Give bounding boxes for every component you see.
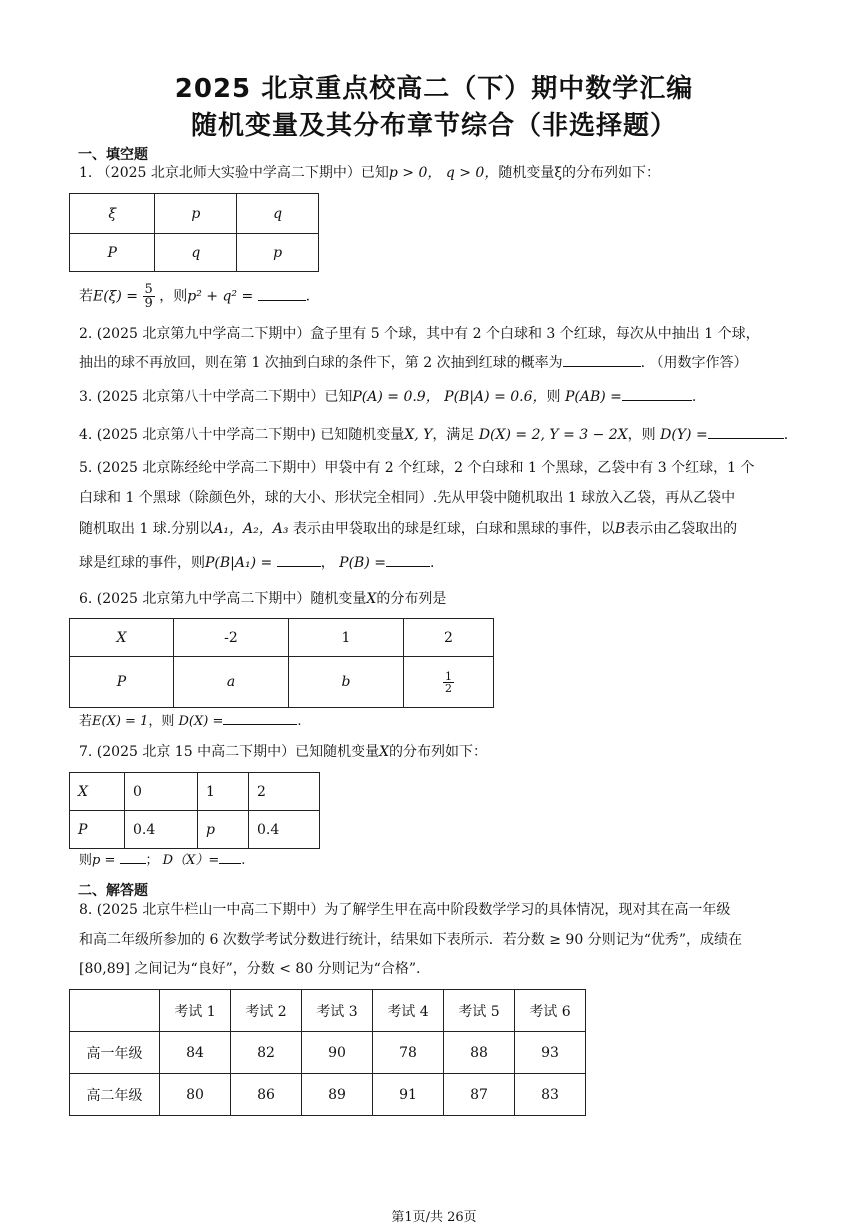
table-cell: a (174, 657, 289, 708)
table-cell: 1 (198, 773, 249, 811)
table-cell: 高一年级 (70, 1032, 160, 1074)
answer-blank[interactable] (563, 352, 641, 367)
table-header: 考试 2 (231, 990, 302, 1032)
section-heading-answer: 二、解答题 (78, 883, 148, 899)
table-cell: b (289, 657, 404, 708)
table-cell: 0 (125, 773, 198, 811)
table-cell: q (155, 234, 237, 272)
question-7-text: 7. (2025 北京 15 中高二下期中）已知随机变量X的分布列如下： (79, 744, 488, 760)
table-cell: 89 (302, 1074, 373, 1116)
question-5-line3: 随机取出 1 球.分别以A₁，A₂，A₃ 表示由甲袋取出的球是红球，白球和黑球的事件，以B表示由乙袋取出的 (79, 521, 738, 537)
table-cell: 80 (160, 1074, 231, 1116)
table-cell: 84 (160, 1032, 231, 1074)
table-cell: 87 (444, 1074, 515, 1116)
table-cell: p (237, 234, 319, 272)
table-cell: 78 (373, 1032, 444, 1074)
question-5-line2: 白球和 1 个黑球（除颜色外，球的大小、形状完全相同）.先从甲袋中随机取出 1 球放入乙袋，再从乙袋中 (79, 490, 736, 506)
question-6-condition: 若E(X) = 1，则 D(X) = . (79, 710, 808, 733)
table-cell: 1 (289, 619, 404, 657)
table-header: 考试 4 (373, 990, 444, 1032)
table-cell: 0.4 (249, 811, 320, 849)
question-1-condition: 若E(ξ) = $\frac{5}{9}$ ，则p² + q² = . (79, 282, 311, 311)
table-cell (404, 657, 494, 708)
q8-score-table (69, 989, 586, 1116)
table-cell: ξ (70, 194, 155, 234)
table-header: 考试 6 (515, 990, 586, 1032)
answer-blank[interactable] (386, 552, 430, 567)
table-header: 考试 1 (160, 990, 231, 1032)
table-cell: 93 (515, 1032, 586, 1074)
q1-distribution-table (69, 193, 319, 272)
table-header (70, 990, 160, 1032)
table-cell: P (70, 811, 125, 849)
question-8-line1: 8. (2025 北京牛栏山一中高二下期中）为了解学生甲在高中阶段数学学习的具体情况，现对其在高一年级 (79, 902, 731, 918)
fraction: $\frac{5}{9}$ (144, 282, 153, 311)
answer-blank[interactable] (120, 849, 146, 864)
table-header: 考试 3 (302, 990, 373, 1032)
table-cell: X (70, 773, 125, 811)
question-8-line2: 和高二年级所参加的 6 次数学考试分数进行统计，结果如下表所示．若分数 ≥ 90 分则记为“优秀”，成绩在 (79, 932, 743, 948)
answer-blank[interactable] (258, 286, 306, 301)
answer-blank[interactable] (219, 849, 241, 864)
table-cell: 86 (231, 1074, 302, 1116)
table-cell: 2 (404, 619, 494, 657)
table-cell: 82 (231, 1032, 302, 1074)
answer-blank[interactable] (277, 552, 321, 567)
table-cell: 0.4 (125, 811, 198, 849)
table-cell: 83 (515, 1074, 586, 1116)
section-heading-fill-blank: 一、填空题 (78, 147, 148, 163)
page-title-line2: 随机变量及其分布章节综合（非选择题） (190, 111, 677, 141)
q7-distribution-table (69, 772, 320, 849)
fraction-one-half: $\frac{1}{2}$ (445, 669, 452, 695)
table-cell: 90 (302, 1032, 373, 1074)
table-header: 考试 5 (444, 990, 515, 1032)
question-2-line1: 2. (2025 北京第九中学高二下期中）盒子里有 5 个球，其中有 2 个白球和 3 个红球，每次从中抽出 1 个球， (79, 326, 760, 342)
question-3-text: 3. (2025 北京第八十中学高二下期中）已知P(A) = 0.9， P(B|A) = 0.6，则 P(AB) = . (79, 386, 808, 408)
question-7-answer: 则p = ； D（X）= . (79, 849, 808, 872)
answer-blank[interactable] (223, 710, 297, 725)
table-row (70, 1074, 586, 1116)
page-title-line1: 2025 北京重点校高二（下）期中数学汇编 (174, 74, 694, 104)
table-cell: X (70, 619, 174, 657)
table-cell: q (237, 194, 319, 234)
table-cell: P (70, 234, 155, 272)
question-2-line2: 抽出的球不再放回，则在第 1 次抽到白球的条件下，第 2 次抽到红球的概率为 . （用数字作答） (79, 352, 808, 374)
table-cell: P (70, 657, 174, 708)
answer-blank[interactable] (708, 424, 784, 439)
question-6-text: 6. (2025 北京第九中学高二下期中）随机变量X的分布列是 (79, 591, 447, 607)
question-5-line1: 5. (2025 北京陈经纶中学高二下期中）甲袋中有 2 个红球，2 个白球和 1 个黑球，乙袋中有 3 个红球，1 个 (79, 460, 755, 476)
table-cell: 91 (373, 1074, 444, 1116)
question-4-text: 4. (2025 北京第八十中学高二下期中) 已知随机变量X, Y，满足 D(X) = 2, Y = 3 − 2X，则 D(Y) = . (79, 424, 808, 446)
table-row (70, 1032, 586, 1074)
table-cell: p (155, 194, 237, 234)
question-1-text: 1. （2025 北京北师大实验中学高二下期中）已知p > 0， q > 0，随机变量ξ的分布列如下： (79, 165, 661, 181)
table-cell: 2 (249, 773, 320, 811)
table-cell: p (198, 811, 249, 849)
table-cell: 88 (444, 1032, 515, 1074)
question-5-line4: 球是红球的事件，则P(B|A₁) = ， P(B) = . (79, 552, 808, 574)
question-8-line3: [80,89] 之间记为“良好”，分数 < 80 分则记为“合格”. (79, 961, 421, 977)
table-cell: -2 (174, 619, 289, 657)
page-footer: 第1页/共 26页 (391, 1210, 477, 1225)
table-cell: 高二年级 (70, 1074, 160, 1116)
answer-blank[interactable] (622, 386, 692, 401)
q6-distribution-table (69, 618, 494, 708)
